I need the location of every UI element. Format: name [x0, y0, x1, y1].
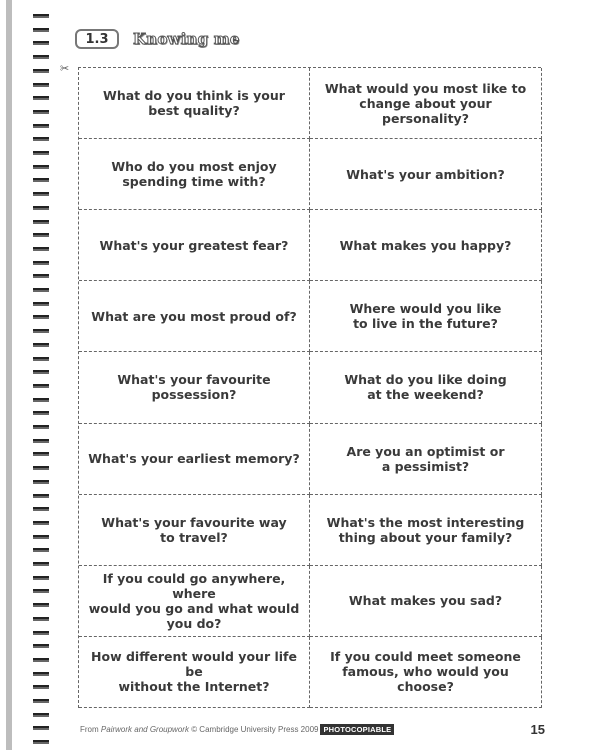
binding-coil [33, 699, 49, 703]
question-card: What would you most like to change about your personality? [310, 68, 542, 139]
question-card: Are you an optimist or a pessimist? [310, 424, 542, 495]
binding-coil [33, 726, 49, 730]
source-from: From [80, 724, 99, 734]
binding-coil [33, 589, 49, 593]
question-card: If you could meet someone famous, who would you choose? [310, 637, 542, 708]
binding-coil [33, 137, 49, 141]
question-card: If you could go anywhere, where would you go and what would you do? [79, 566, 310, 637]
binding-coil [33, 411, 49, 415]
binding-coil [33, 685, 49, 689]
binding-coil [33, 644, 49, 648]
binding-coil [33, 740, 49, 744]
question-card: What's your earliest memory? [79, 424, 310, 495]
binding-coil [33, 343, 49, 347]
binding-coil [33, 247, 49, 251]
binding-coil [33, 206, 49, 210]
binding-coil [33, 41, 49, 45]
question-card: What are you most proud of? [79, 281, 310, 352]
binding-coil [33, 315, 49, 319]
binding-coil [33, 425, 49, 429]
question-card: What makes you happy? [310, 210, 542, 281]
binding-coil [33, 192, 49, 196]
question-card: How different would your life be without the Internet? [79, 637, 310, 708]
binding-coil [33, 384, 49, 388]
binding-coil [33, 617, 49, 621]
question-card: What do you think is your best quality? [79, 68, 310, 139]
page-number: 15 [530, 721, 545, 737]
binding-coil [33, 83, 49, 87]
binding-coil [33, 521, 49, 525]
question-card: What do you like doing at the weekend? [310, 352, 542, 423]
binding-coil [33, 55, 49, 59]
question-card: What makes you sad? [310, 566, 542, 637]
binding-coil [33, 562, 49, 566]
page-footer [80, 722, 545, 736]
binding-coil [33, 165, 49, 169]
binding-coil [33, 576, 49, 580]
question-card: What's your greatest fear? [79, 210, 310, 281]
question-card: What's your favourite way to travel? [79, 495, 310, 566]
section-title: Knowing me [133, 30, 240, 48]
scissors-icon: ✂ [60, 62, 70, 75]
binding-coil [33, 220, 49, 224]
binding-coil [33, 658, 49, 662]
binding-coil [33, 535, 49, 539]
binding-coil [33, 603, 49, 607]
section-header [75, 28, 240, 50]
binding-coil [33, 548, 49, 552]
binding-coil [33, 14, 49, 18]
binding-coil [33, 357, 49, 361]
binding-coil [33, 480, 49, 484]
binding-coil [33, 96, 49, 100]
binding-coil [33, 452, 49, 456]
binding-coil [33, 713, 49, 717]
binding-coil [33, 672, 49, 676]
copyright: © Cambridge University Press 2009 [191, 724, 319, 734]
binding-bar [6, 0, 12, 750]
question-card: What's your ambition? [310, 139, 542, 210]
question-card: Where would you like to live in the future? [310, 281, 542, 352]
binding-coil [33, 178, 49, 182]
binding-coil [33, 69, 49, 73]
binding-coil [33, 233, 49, 237]
binding-coil [33, 110, 49, 114]
binding-coil [33, 494, 49, 498]
binding-coil [33, 124, 49, 128]
binding-coil [33, 398, 49, 402]
binding-coil [33, 507, 49, 511]
section-number-badge: 1.3 [75, 29, 119, 49]
spiral-binding [0, 0, 40, 750]
source-credit [80, 725, 318, 734]
photocopiable-badge: PHOTOCOPIABLE [320, 724, 394, 735]
binding-coil [33, 261, 49, 265]
binding-coil [33, 288, 49, 292]
question-card: What's your favourite possession? [79, 352, 310, 423]
binding-coil [33, 302, 49, 306]
binding-coil [33, 151, 49, 155]
book-title: Pairwork and Groupwork [100, 724, 189, 734]
binding-coil [33, 329, 49, 333]
question-card: What's the most interesting thing about your family? [310, 495, 542, 566]
binding-coil [33, 274, 49, 278]
binding-coil [33, 466, 49, 470]
binding-coil [33, 28, 49, 32]
question-card-grid [78, 67, 541, 708]
binding-coil [33, 439, 49, 443]
binding-coil [33, 631, 49, 635]
binding-coil [33, 370, 49, 374]
question-card: Who do you most enjoy spending time with? [79, 139, 310, 210]
